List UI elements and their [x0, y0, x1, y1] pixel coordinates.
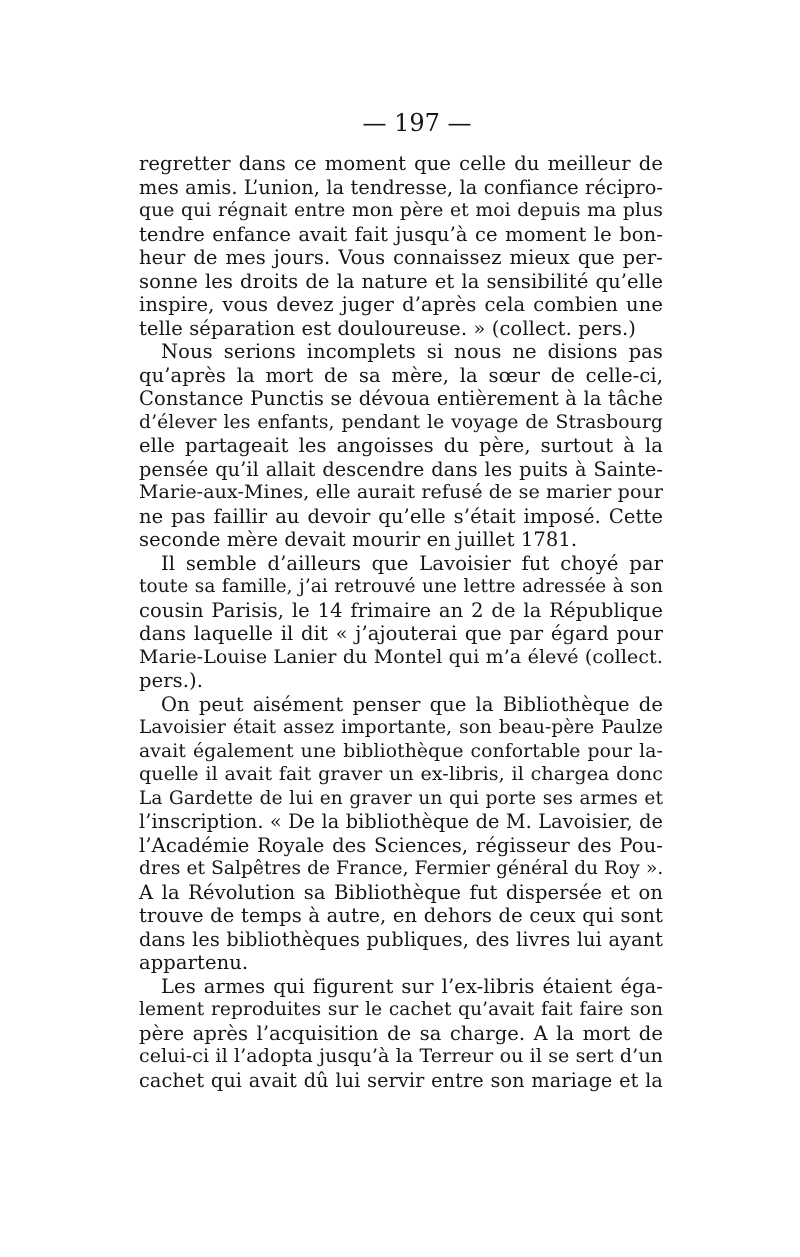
text-line: A la Révolution sa Bibliothèque fut dispersée et on — [139, 880, 663, 904]
text-line: l’Académie Royale des Sciences, régisseur des Pou- — [139, 833, 663, 857]
text-line: seconde mère devait mourir en juillet 1781. — [139, 528, 578, 551]
text-line: trouve de temps à autre, en dehors de ceux qui sont — [139, 904, 663, 927]
text-line: appartenu. — [139, 951, 249, 974]
text-line: heur de mes jours. Vous connaissez mieux que per- — [139, 246, 663, 269]
text-line: dans laquelle il dit « j’ajouterai que par égard pour — [139, 622, 663, 645]
text-line: avait également une bibliothèque confortable pour la- — [139, 740, 663, 762]
text-line: l’inscription. « De la bibliothèque de M. Lavoisier, de — [139, 810, 663, 833]
text-line: cachet qui avait dû lui servir entre son mariage et la — [139, 1068, 663, 1092]
text-line: Lavoisier était assez importante, son beau-père Paulze — [139, 717, 663, 738]
text-line: dans les bibliothèques publiques, des livres lui ayant — [139, 927, 663, 951]
text-line: Il semble d’ailleurs que Lavoisier fut choyé par — [161, 551, 663, 575]
text-line: Constance Punctis se dévoua entièrement à la tâche — [139, 387, 663, 410]
text-line: tendre enfance avait fait jusqu’à ce moment le bon- — [139, 222, 663, 246]
text-line: Nous serions incomplets si nous ne disions pas — [161, 340, 663, 363]
text-line: d’élever les enfants, pendant le voyage de Strasbourg — [139, 411, 663, 433]
text-line: lement reproduites sur le cachet qu’avait fait faire son — [139, 999, 663, 1020]
text-line: Marie-aux-Mines, elle aurait refusé de se marier pour — [139, 481, 663, 503]
text-line: telle séparation est douloureuse. » (collect. pers.) — [139, 316, 636, 340]
text-line: On peut aisément penser que la Bibliothèque de — [161, 692, 663, 716]
page-number: — 197 — — [362, 109, 472, 137]
text-line: inspire, vous devez juger d’après cela combien une — [139, 293, 663, 316]
text-line: regretter dans ce moment que celle du meilleur de — [139, 152, 663, 175]
text-line: La Gardette de lui en graver un qui porte ses armes et — [139, 787, 663, 809]
body-text — [139, 152, 663, 1092]
text-line: qu’après la mort de sa mère, la sœur de celle-ci, — [139, 363, 663, 387]
text-line: toute sa famille, j’ai retrouvé une lettre adressée à son — [139, 576, 663, 597]
text-line: que qui régnait entre mon père et moi depuis ma plus — [139, 200, 663, 221]
text-line: pensée qu’il allait descendre dans les puits à Sainte- — [139, 457, 663, 481]
text-line: celui-ci il l’adopta jusqu’à la Terreur ou il se sert d’un — [139, 1045, 663, 1067]
text-line: Marie-Louise Lanier du Montel qui m’a élevé (collect. — [139, 645, 663, 668]
text-line: cousin Parisis, le 14 frimaire an 2 de la République — [139, 598, 663, 622]
text-line: elle partageait les angoisses du père, surtout à la — [139, 434, 663, 457]
text-line: ne pas faillir au devoir qu’elle s’était imposé. Cette — [139, 504, 663, 528]
text-line: père après l’acquisition de sa charge. A la mort de — [139, 1021, 663, 1045]
text-line: dres et Salpêtres de France, Fermier général du Roy ». — [139, 858, 664, 879]
text-line: pers.). — [139, 669, 204, 692]
text-line: mes amis. L’union, la tendresse, la confiance récipro- — [139, 175, 663, 199]
text-line: sonne les droits de la nature et la sensibilité qu’elle — [139, 269, 663, 293]
text-line: Les armes qui figurent sur l’ex-libris étaient éga- — [161, 974, 663, 998]
text-line: quelle il avait fait graver un ex-libris, il chargea donc — [139, 763, 663, 785]
